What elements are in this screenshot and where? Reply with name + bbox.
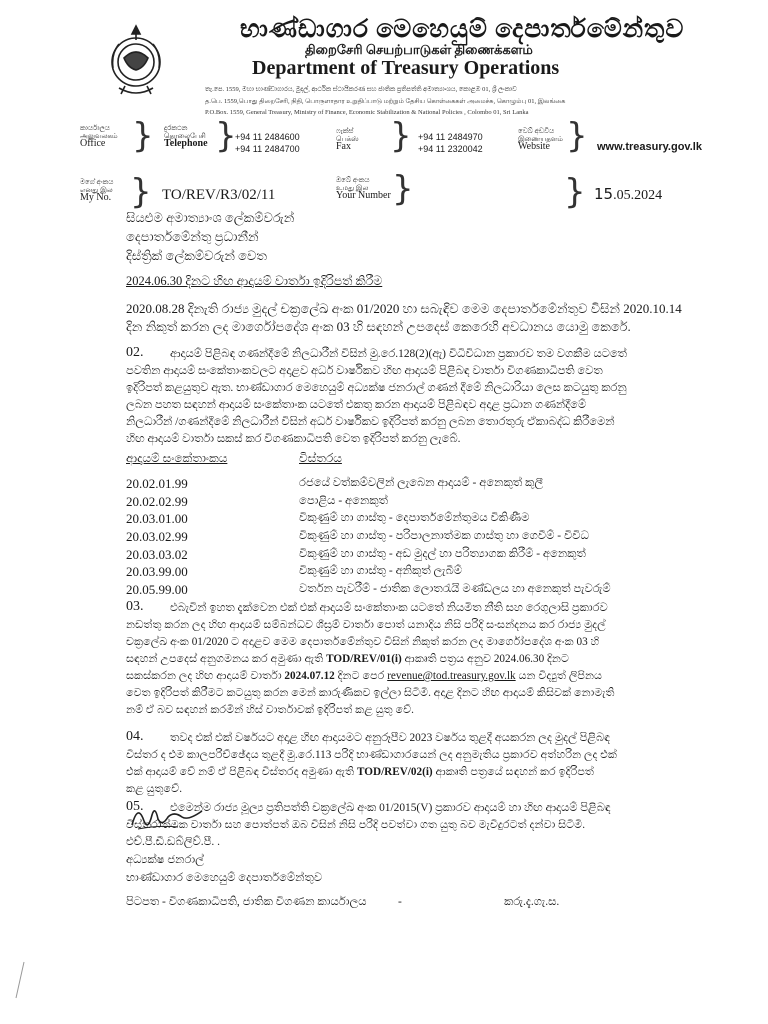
table-row-description: පොළිය - අනෙකුත් bbox=[299, 495, 388, 507]
copy-to-action: කරු.දැ.ගැ.ස. bbox=[504, 896, 560, 908]
table-row-description: විකුණුම් හා ගාස්තු - දෙපාර්තමේන්තුමය විකිණීම bbox=[299, 512, 530, 524]
brace-icon: } bbox=[132, 116, 154, 156]
office-label: කාර්යාලය அலுவலகம் Office bbox=[80, 124, 118, 149]
signatory-name: එච්.පී.ඩී.ඩබ්ලිව්.පී. . bbox=[126, 836, 221, 848]
website-link[interactable]: www.treasury.gov.lk bbox=[597, 141, 702, 153]
margin-mark-icon bbox=[10, 960, 30, 1000]
paragraph-2-line: ආදායම් පිළිබඳ ගණන්දීමේ නිලධාරීන් විසින් මු.රෙ.128(2)(ඇ) විධිවිධාන ප්‍රකාරව තම වගකීම යටතේ bbox=[170, 348, 627, 360]
fax-numbers: +94 11 2484970 +94 11 2320042 bbox=[418, 132, 483, 154]
recipient-line: දිස්ත්‍රික් ලේකම්වරුන් වෙත bbox=[126, 248, 267, 263]
paragraph-2-line: ලබන පහත සඳහන් ආදායම් සංකේතාංක යටතේ එකතු කරන ආදායම් පිළිබඳව අදාළ ප්‍රධාන ගණන්දීමේ bbox=[126, 399, 587, 411]
recipient-line: දෙපාර්තමේන්තු ප්‍රධානීන් bbox=[126, 229, 259, 244]
signatory-department: භාණ්ඩාගාර මෙහෙයුම් දෙපාර්තමේන්තුව bbox=[126, 872, 323, 884]
department-title-sinhala: භාණ්ඩාගාර මෙහෙයුම් දෙපාර්තමේන්තුව bbox=[240, 16, 685, 43]
recipient-line: සියළුම අමාත්‍යාංශ ලේකම්වරුන් bbox=[126, 210, 295, 225]
table-row-description: වර්තන පැවරීම් - ජාතික ලොතරැයි මණ්ඩලය හා අනෙකුත් පැවරුම් bbox=[299, 583, 611, 595]
letter-date: 15.05.2024 bbox=[594, 185, 663, 203]
telephone-label: දුරකථන தொலைபேசி Telephone bbox=[164, 124, 208, 149]
paragraph-4-line: කළ යුතුවේ. bbox=[126, 783, 183, 795]
address-sinhala: තැ.පෙ. 1559, මහා භාණ්ඩාගාරය, මුදල්, ආර්ථික ස්ථායීකරණ සහ ජාතික ප්‍රතිපත්ති අමාත්‍යාංශය, කොළඹ 01, ශ්‍රී ලංකාව bbox=[205, 86, 517, 93]
my-number-label: මගේ අංකය எனது இல My No. bbox=[80, 178, 114, 203]
table-row-description: විකුණුම් හා ගාස්තු - අඩ මුදල් හා පරිත්‍යාගක කිරීම් - අනෙකුත් bbox=[299, 548, 586, 560]
paragraph-1: 2020.08.28 දිනැති රාජ්‍ය මුදල් චක්‍රලේඛ අංක 01/2020 හා සබැඳිව මෙම දෙපාර්තමේන්තුව විසින් 2020.10.14 දින නිකුත් කරන ලද මාර්ගෝපදේශ අංක 03 හි සඳහන් උපදෙස් කෙරෙහි අවධානය යොමු කෙරේ. bbox=[126, 301, 682, 334]
paragraph-2-line: හිඟ ආදායම් වාර්තා සකස් කර විගණකාධිපති වෙත ඉදිරිපත් කරනු ලැබේ. bbox=[126, 433, 461, 445]
paragraph-4-line: එක් ආදායම් වේ නම් ඒ පිළිබඳ විස්තරද අමුණා ඇති TOD/REV/02(i) ආකෘති පත්‍රයේ සඳහන් කර ඉදිරිපත් bbox=[126, 766, 594, 778]
paragraph-3-line: නඩත්තු කරන ලද හිඟ ආදායම් සම්බන්ධව ශීඝ්‍රම් වාර්තා පොත් යනාදිය නිසි පරිදි සංසන්දනය කර රාජ්‍ය මුදල් bbox=[126, 619, 606, 631]
address-tamil: த.பெ. 1559,பொது திறைசேரி, நிதி, பொருளாதார உறுதிப்பாடு மற்றும் தேசிய கொள்கைகள் அமைச்சு, கொழும்பு 01, இலங்கை bbox=[205, 98, 566, 105]
signatory-title: අධ්‍යක්ෂ ජනරාල් bbox=[126, 854, 204, 866]
website-label: වෙබ් අඩවිය இணையதளம் Website bbox=[518, 127, 563, 152]
paragraph-3-line: එබැවින් ඉහත දැක්වෙන එක් එක් ආදායම් සංකේතාංක යටතේ නියමිත නීති සහ රෙගුලාසි ප්‍රකාරව bbox=[170, 602, 608, 614]
brace-icon: } bbox=[392, 169, 414, 209]
telephone-numbers: +94 11 2484600 +94 11 2484700 bbox=[235, 132, 300, 154]
my-number-value: TO/REV/R3/02/11 bbox=[162, 187, 276, 203]
paragraph-number: 04. bbox=[126, 729, 144, 744]
copy-to-separator: - bbox=[398, 896, 402, 908]
table-row-code: 20.02.01.99 bbox=[126, 476, 188, 491]
brace-icon: } bbox=[566, 116, 588, 156]
brace-icon: } bbox=[130, 172, 152, 212]
table-row-code: 20.03.01.00 bbox=[126, 511, 188, 526]
signature-icon bbox=[128, 795, 208, 835]
paragraph-3-line: සකස්කරන ලද හිඟ ආදායම් වාර්තා 2024.07.12 දිනට පෙර revenue@tod.treasury.gov.lk යන විද්‍යුත් ලිපිනය bbox=[126, 670, 603, 682]
paragraph-3-line: සඳහන් උපදෙස් අනුගමනය කර අමුණා ඇති TOD/REV/01(i) ආකෘති පත්‍රය අනුව 2024.06.30 දිනට bbox=[126, 653, 570, 665]
paragraph-3-line: නම් ඒ බව සඳහන් කරමින් හිස් වාර්තාවක් ඉදිරිපත් කළ යුතු වේ. bbox=[126, 704, 414, 716]
table-row-description: විකුණුම් හා ගාස්තු - අනිකුත් ලැබීම් bbox=[299, 565, 463, 577]
brace-icon: } bbox=[564, 172, 586, 212]
table-row-description: විකුණුම් හා ගාස්තු - පරිපාලනාත්මක ගාස්තු හා ගෙවීම් - විවිධ bbox=[299, 530, 590, 542]
national-emblem-icon bbox=[105, 18, 167, 100]
paragraph-2-line: පවතින ආදායම් සංකේතාංකවලට අදාළව අර්ධ වාර්ෂිකව හිඟ ආදායම් පිළිබඳ වාර්තා විගණකාධිපති වෙත bbox=[126, 365, 603, 377]
paragraph-3-line: චක්‍රලේඛ අංක 01/2020 ට අදාළව මෙම දෙපාර්තමේන්තුව විසින් නිකුත් කරන ලද මාර්ගෝපදේශ අංක 03 හි bbox=[126, 636, 600, 648]
revenue-email-link[interactable]: revenue@tod.treasury.gov.lk bbox=[387, 670, 516, 682]
paragraph-2-line: නිලධාරීන් /ගණන්දීමේ නිලධාරීන් විසින් අර්ධ වාර්ෂිකව ඉදිරිපත් කරනු ලබන තොරතුරු ඒකාබද්ධ කිරීමෙන් bbox=[126, 416, 615, 428]
brace-icon: } bbox=[390, 116, 412, 156]
table-row-code: 20.02.02.99 bbox=[126, 494, 188, 509]
fax-label: ෆැක්ස් பெக்ஸ் Fax bbox=[336, 127, 359, 152]
paragraph-number: 03. bbox=[126, 599, 144, 614]
table-row-code: 20.03.99.00 bbox=[126, 564, 188, 579]
table-header-code: ආදායම් සංකේතාංකය bbox=[126, 451, 228, 465]
paragraph-number: 02. bbox=[126, 345, 144, 360]
department-title-tamil: திறைசேரி செயற்பாடுகள் திணைக்களம் bbox=[305, 42, 533, 57]
paragraph-5-line: එමෙන්ම රාජ්‍ය මූල්‍ය ප්‍රතිපත්ති චක්‍රලේඛ අංක 01/2015(V) ප්‍රකාරව ආදායම් හා හිඟ ආදායම් පිළිබඳ bbox=[170, 802, 611, 814]
your-number-label: ඔබේ අංකය உமது இல Your Number bbox=[336, 176, 391, 201]
table-row-code: 20.05.99.00 bbox=[126, 582, 188, 597]
table-header-description: විස්තරය bbox=[299, 451, 342, 465]
table-row-code: 20.03.02.99 bbox=[126, 529, 188, 544]
paragraph-4-line: විස්තර ද එම කාලපරිච්ඡේදය තුළදී මු.රෙ.113 පරිදි භාණ්ඩාගාරයෙන් ලද අනුමැතිය ප්‍රකාරව අත්හරින ලද එක් bbox=[126, 749, 617, 761]
table-row-description: රජයේ වත්කම්වලින් ලැබෙන ආදායම් - අනෙකුත් කුලී bbox=[299, 477, 544, 489]
paragraph-number: 05. bbox=[126, 799, 144, 814]
copy-to-line: පිටපත - විගණකාධිපති, ජාතික විගණන කාර්යාලය bbox=[126, 896, 367, 908]
table-row-code: 20.03.03.02 bbox=[126, 547, 188, 562]
department-title-english: Department of Treasury Operations bbox=[252, 57, 560, 79]
paragraph-2-line: ඉදිරිපත් කළයුතුව ඇත. භාණ්ඩාගාර මෙහෙයුම් අධ්‍යක්ෂ ජනරාල් ගණන් දීමේ නිලධාරියා ලෙස කටයුතු කරනු bbox=[126, 382, 627, 394]
paragraph-4-line: තවද එක් එක් වර්ෂයට අදාළ හිඟ ආදායමට අනුරූපීව 2023 වර්ෂය තුළදී අයකරන ලද මුදල් පිළිබඳ bbox=[170, 732, 610, 744]
address-english: P.O.Box. 1559, General Treasury, Ministry of Finance, Economic Stabilization & National Policies , Colombo 01, Sri Lanka bbox=[205, 109, 529, 116]
brace-icon: } bbox=[215, 116, 237, 156]
paragraph-3-line: වෙත ඉදිරිපත් කිරීමට කටයුතු කරන මෙන් කාරුණිකව ඉල්ලා සිටිමි. අදාළ දිනට හිඟ ආදායම් කිසිවක් නොමැති bbox=[126, 687, 615, 699]
subject-line: 2024.06.30 දිනට හිඟ ආදායම් වාර්තා ඉදිරිපත් කිරීම bbox=[126, 274, 383, 288]
paragraph-5-line: විස්තරාත්මක වාර්තා සහ පොත්පත් ඔබ විසින් නිසි පරිදි පවත්වා ගත යුතු බව මැවිදුරටත් දන්වා සිටිමි. bbox=[126, 819, 586, 831]
